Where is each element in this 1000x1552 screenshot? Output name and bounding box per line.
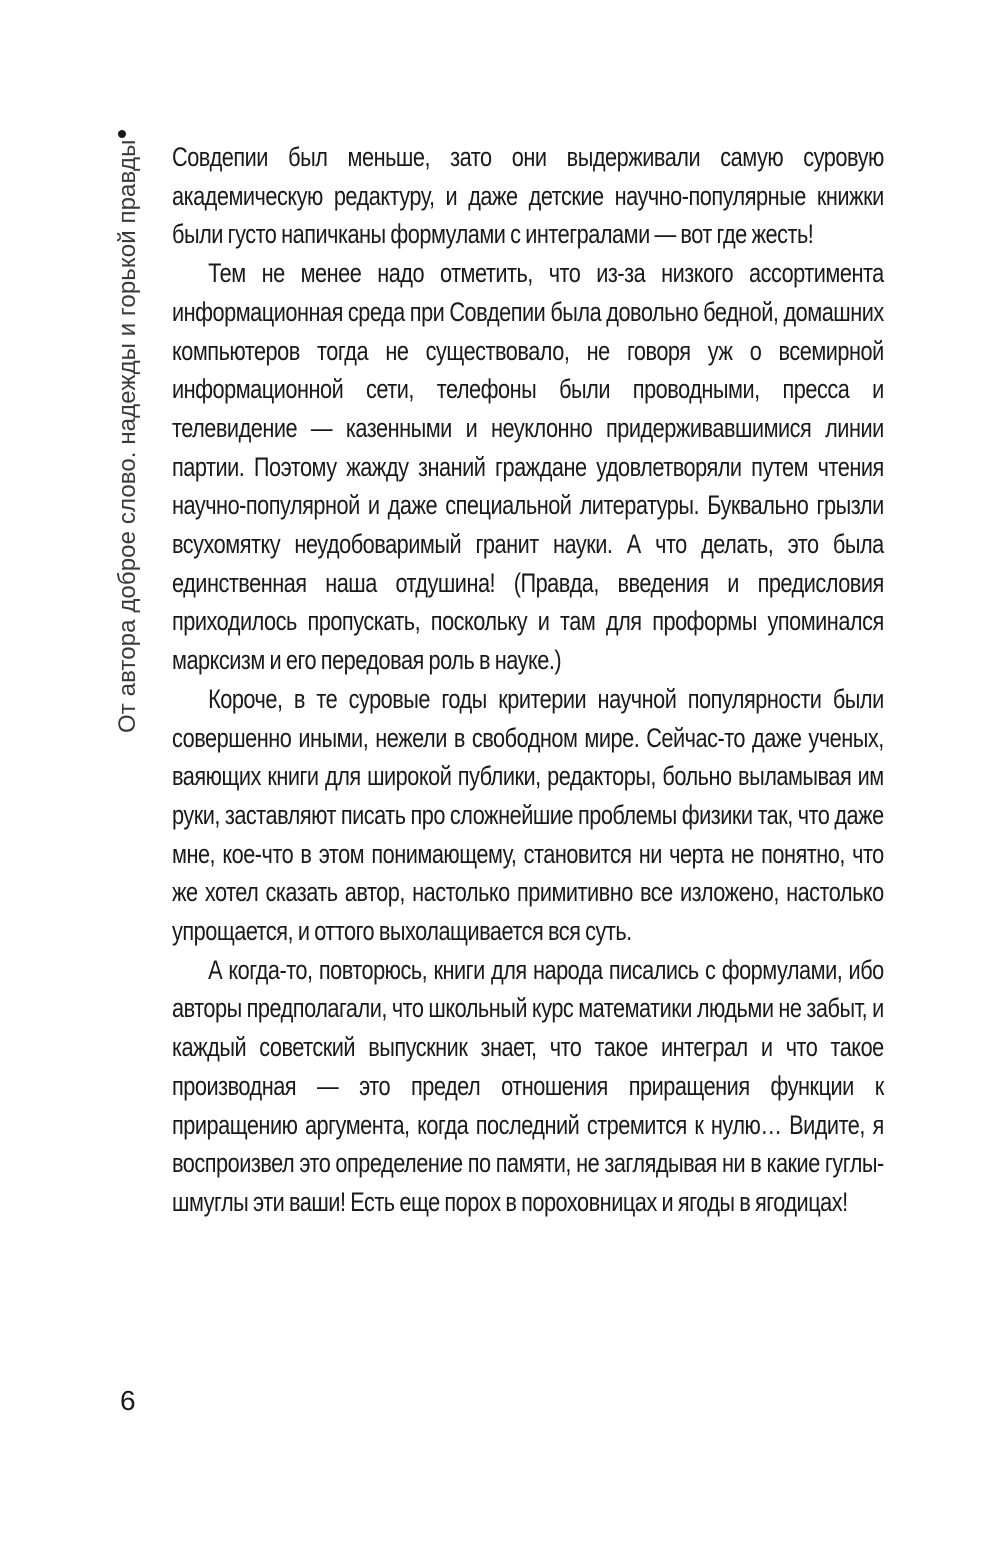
paragraph-3: Короче, в те суровые годы критерии научной популярности были совершенно иными, нежели в свободном мире. Сейчас-то даже ученых, ваяющих книги для широкой публики, редакторы, больно выламывая им руки, заставляют писать про сложнейшие проблемы физики так, что даже мне, кое-что в этом понимающему, становится ни черта не понятно, что же хотел сказать автор, настолько примитивно все изложено, настолько упрощается, и оттого выхолащивается вся суть. xyxy=(172,683,884,947)
running-head: От автора доброе слово. надежды и горькой правды xyxy=(114,139,141,733)
page-number: 6 xyxy=(120,1385,136,1416)
paragraph-1: Совдепии был меньше, зато они выдерживали самую суровую академическую редактуру, и даже детские научно-популярные книжки были густо напичканы формулами с интегралами — вот где жесть! xyxy=(172,142,884,250)
paragraph-4: А когда-то, повторюсь, книги для народа писались с формулами, ибо авторы предполагали, что школьный курс математики людьми не забыт, и каждый советский выпускник знает, что такое интеграл и что такое производная — это предел отношения приращения функции к приращению аргумента, когда последний стремится к нулю… Видите, я воспроизвел это определение по памяти, не заглядывая ни в какие гуглы-шмуглы эти ваши! Есть еще порох в пороховницах и ягоды в ягодицах! xyxy=(172,954,884,1217)
body-text xyxy=(172,138,884,1222)
paragraph-2: Тем не менее надо отметить, что из-за низкого ассортимента информационная среда при Совдепии была довольно бедной, домашних компьютеров тогда не существовало, не говоря уж о всемирной информационной сети, телефоны были проводными, пресса и телевидение — казенными и неуклонно придерживавшимися линии партии. Поэтому жажду знаний граждане удовлетворяли путем чтения научно-популярной и даже специальной литературы. Буквально грызли всухомятку неудобоваримый гранит науки. А что делать, это была единственная наша отдушина! (Правда, введения и предисловия приходилось пропускать, поскольку и там для проформы упоминался марксизм и его передовая роль в науке.) xyxy=(172,258,884,676)
